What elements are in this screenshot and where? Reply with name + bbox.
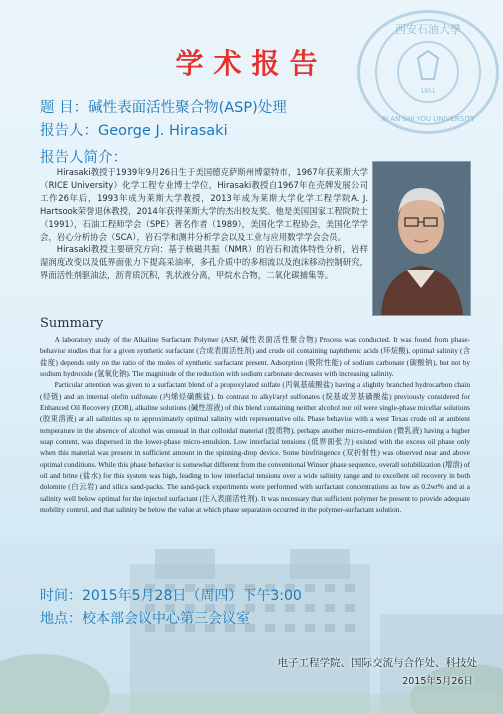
bio-paragraph: Hirasaki教授主要研究方向：基于核磁共振（NMR）的岩石和流体特性分析，岩样湿润度改变以及低界面张力下提高采油率，多孔介质中的多相流以及泡沫移动控制研究，界面活性剂驱油法，沥青质沉积，乳状液分离，甲烷水合物，二氧化碳捕集等。 (40, 244, 368, 281)
summary-heading: Summary (40, 316, 104, 331)
organizer-units: 电子工程学院、国际交流与合作处、科技处 (277, 657, 477, 669)
svg-text:西安石油大學: 西安石油大學 (395, 23, 461, 36)
svg-text:XI AN SHI YOU UNIVERSITY: XI AN SHI YOU UNIVERSITY (381, 115, 475, 123)
lecture-topic: 题 目：碱性表面活性聚合物(ASP)处理 (40, 100, 287, 116)
publish-date: 2015年5月26日 (402, 676, 473, 687)
speaker-name: 报告人：George J. Hirasaki (40, 123, 228, 139)
bio-paragraph: Hirasaki教授于1939年9月26日生于美国德克萨斯州博蒙特市，1967年获莱斯大学（RICE University）化学工程专业博士学位，Hirasaki教授自1967年在壳牌发展公司工作26年后，1993年成为莱斯大学教授，2013年成为莱斯大学化学工程学院A. J. Hartsook荣誉退休教授，2014年获得莱斯大学的杰出校友奖。他是美国国家工程院院士（1991），石油工程师学会（SPE）著名作者（1989），美国化学工程协会，美国化学学会，岩心分析协会（SCA），岩石学和测井分析学会以及工业与应用数学学会会员。 (40, 167, 368, 242)
portrait-image (373, 162, 470, 315)
summary-paragraph: A laboratory study of the Alkaline Surfactant Polymer (ASP, 碱性表面活性聚合物) Process was conducted. It was found from phase-behavior studies that for a given synthetic surfactant (合成表面活性剂) and crude oil containing naphthenic acids (环烷酸), optimal salinity (含盐度) depends only on the ratio of the moles of synthetic surfactant present. Adsorption (吸附性能) of sodium carbonate (碳酸钠), but not by sodium hydroxide (氢氧化钠). The magnitude of the reduction with sodium carbonate decreases with increasing salinity. (40, 335, 470, 379)
speaker-bio (40, 166, 368, 282)
summary-text (40, 334, 470, 516)
lecture-time: 时间：2015年5月28日（周四）下午3:00 (40, 588, 302, 604)
lecture-location: 地点：校本部会议中心第三会议室 (40, 611, 250, 627)
page-title: 学术报告 (175, 47, 328, 80)
summary-paragraph: Particular attention was given to a surfactant blend of a propoxylated sulfate (丙氧基硫酸盐) having a slightly branched hydrocarbon chain (烃链) and an internal olefin sulfonate (内烯烃磺酸盐). In contrast to alkyl/aryl sulfonates (烷基或芳基磺酸盐) previously considered for Enhanced Oil Recovery (EOR), alkaline solutions (碱性溶液) of this blend containing neither alcohol nor oil were single-phase micellar solutions (胶束溶液) at all salinities up to approximately optimal salinity with representative oils. Phase behavior with a west Texas crude oil at ambient temperature in the absence of alcohol was unusual in that colloidal material (胶质物), perhaps another micro-emulsion (微乳液) having a higher soap content, was dispersed in the lower-phase micro-emulsion. Low interfacial tensions (低界面张力) existed with the excess oil phase only when this material was present in sufficient amount in the spinning-drop device. Some birefringence (双折射性) was observed near and above optimal conditions. While this phase behavior is somewhat different from the conventional Winsor phase sequence, overall solubilization (增溶) of oil and brine (盐水) for this system was high, leading to low interfacial tensions over a wide salinity range and to excellent oil recovery in both dolomite (白云岩) and silica sand-packs. The sand-pack experiments were performed with surfactant concentrations as low as 0.2wt% and at a salinity well below optimal for the injected surfactant (注入表面活性剂). It was necessary that sufficient polymer be present to provide adequate mobility control, and that salinity be below the value at which phase separation occurred in the polymer-surfactant solution. (40, 380, 470, 515)
speaker-intro-heading: 报告人简介： (40, 150, 127, 166)
campus-building-image (0, 544, 503, 714)
speaker-photo (372, 161, 471, 316)
svg-text:1951: 1951 (420, 88, 436, 95)
